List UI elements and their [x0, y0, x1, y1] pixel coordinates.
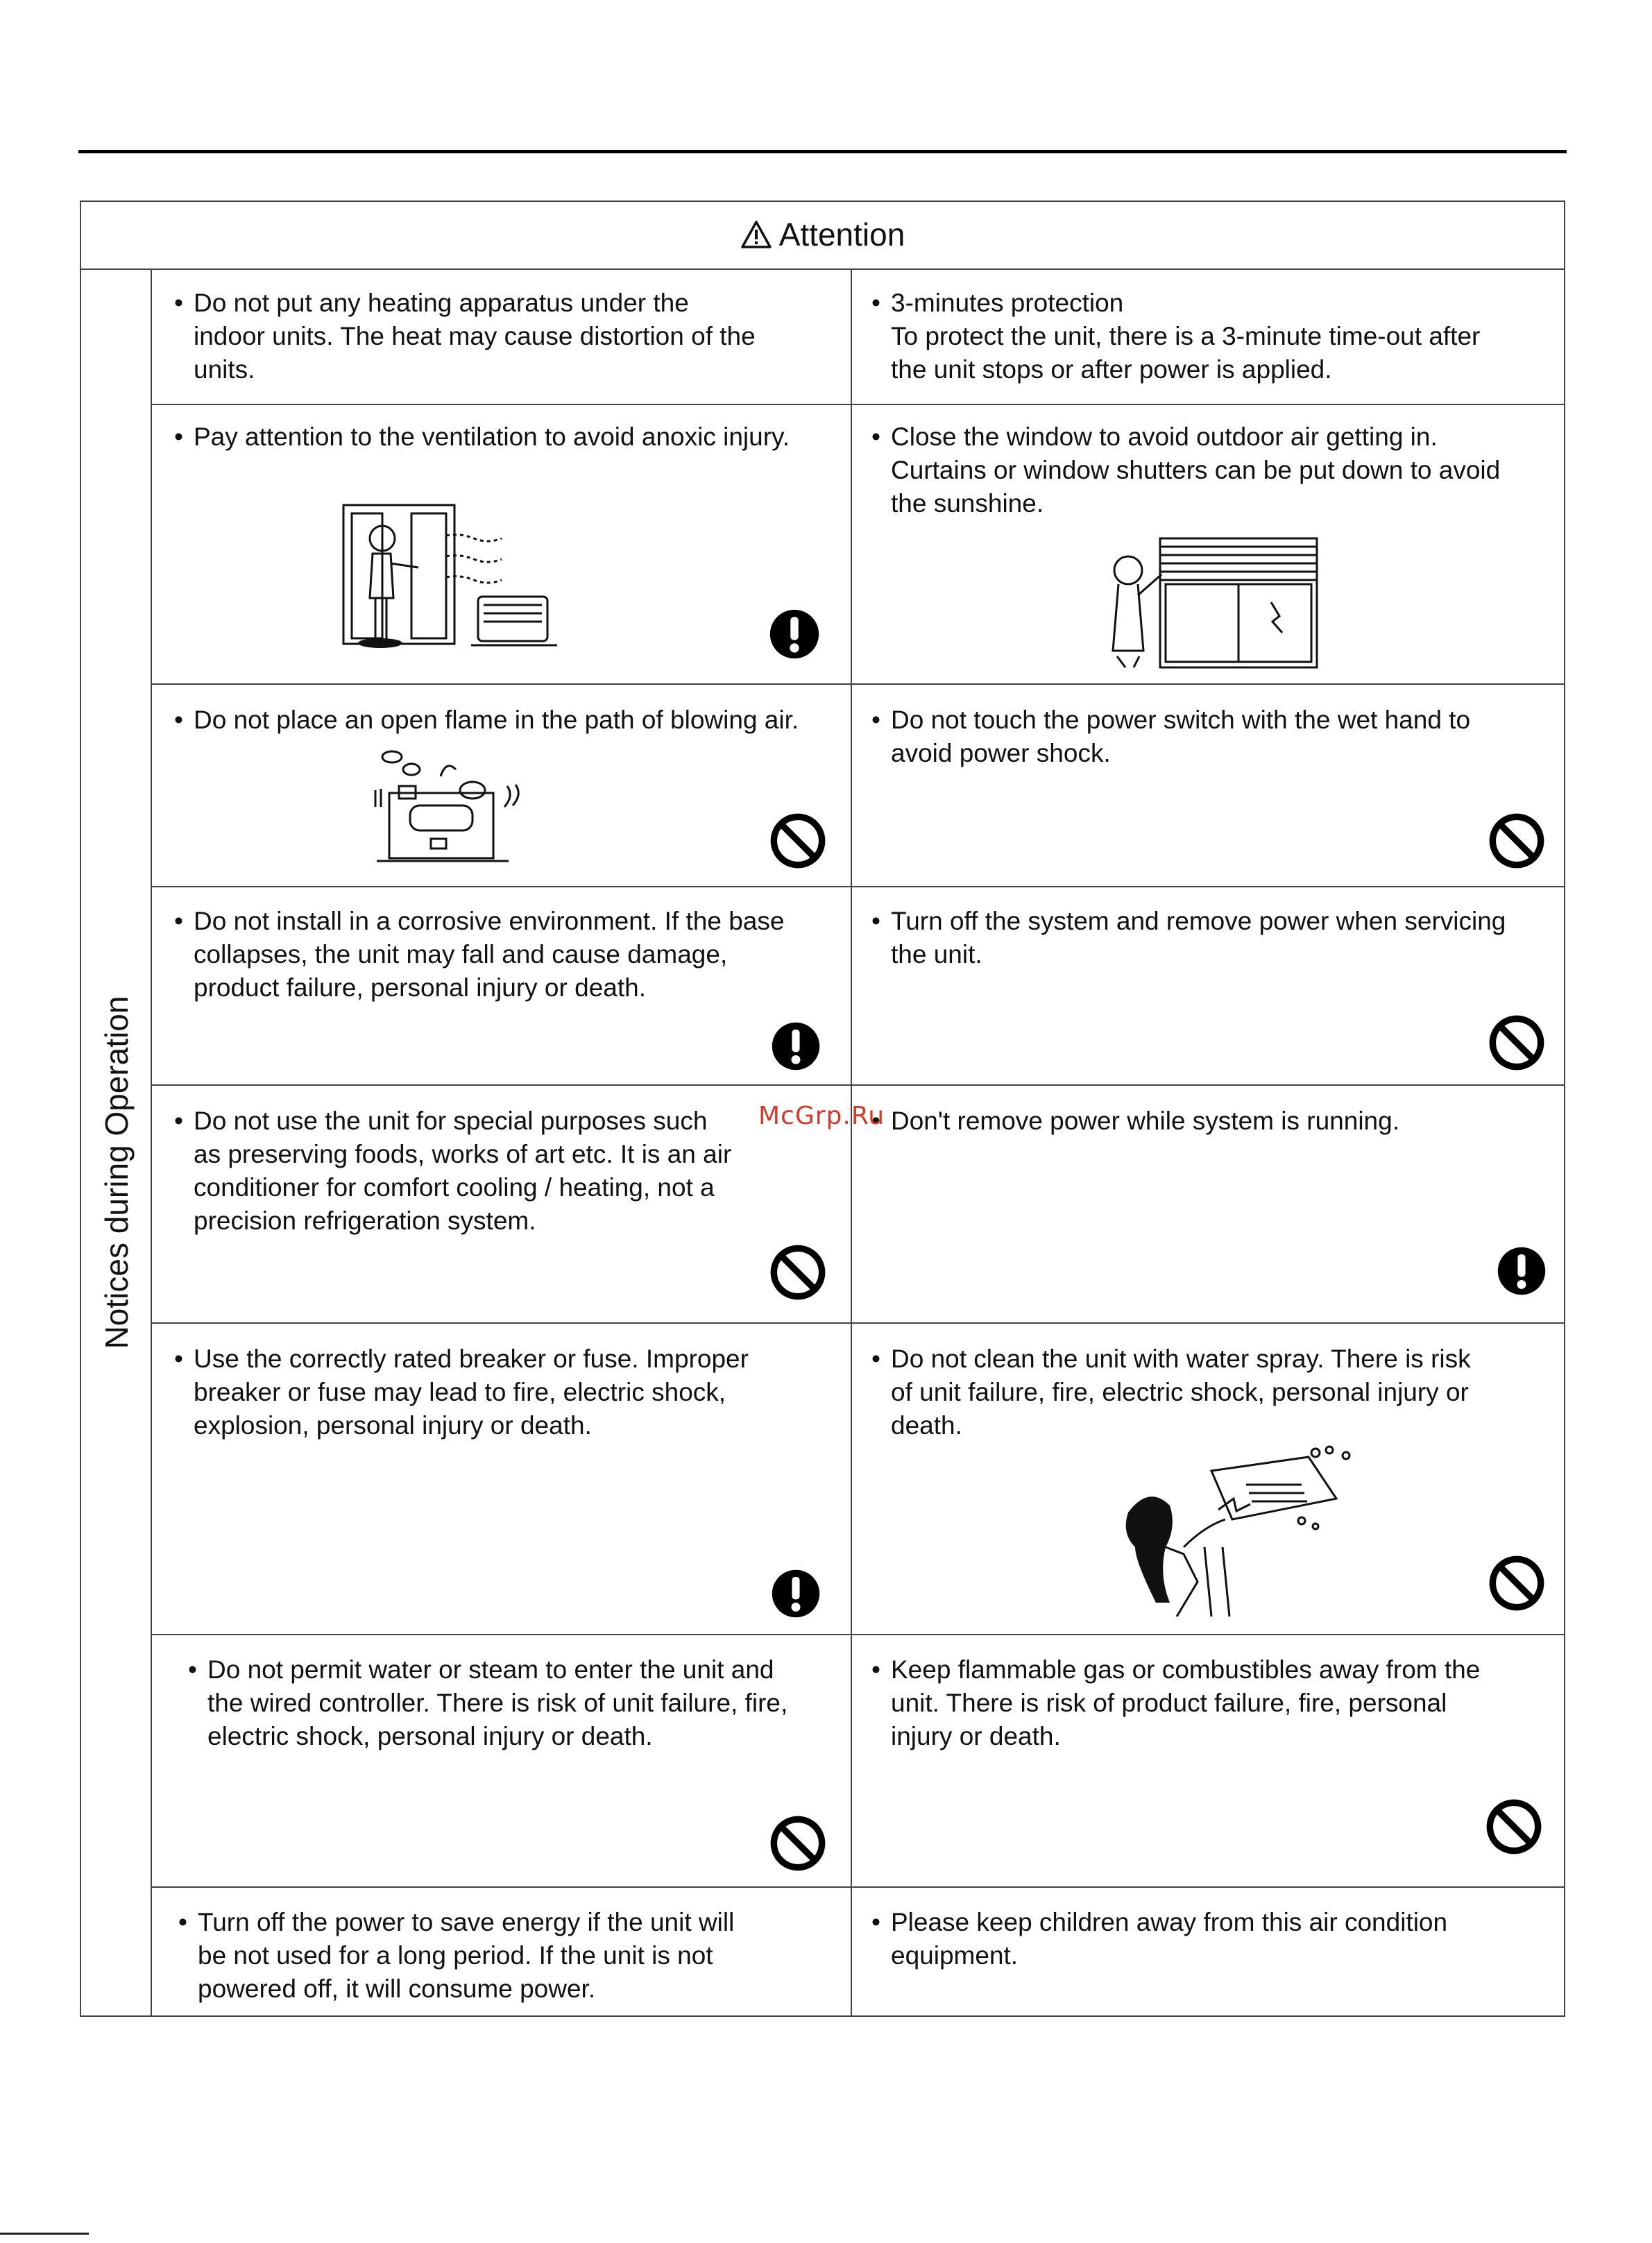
water-spray-illustration	[1100, 1443, 1364, 1623]
heater-flame-illustration	[368, 749, 549, 873]
notice-cell	[152, 887, 851, 1084]
notice-cell	[152, 685, 851, 886]
prohibited-icon	[1485, 1798, 1543, 1856]
notice-cell	[152, 1086, 851, 1322]
notice-text: • Please keep children away from this air condition equipment.	[858, 1906, 1447, 1972]
table-header	[80, 201, 1565, 270]
notice-text: • Close the window to avoid outdoor air getting in. Curtains or window shutters can be put down to avoid the sunshine.	[858, 420, 1500, 520]
mandatory-icon	[1496, 1245, 1547, 1297]
prohibited-icon	[1488, 812, 1546, 870]
prohibited-icon	[769, 1814, 827, 1873]
notice-cell	[152, 1888, 851, 2017]
notice-text: • Do not use the unit for special purposes such as preserving foods, works of art etc. It is an air conditioner for comfort cooling / heating, not a precision refrigeration system.	[160, 1105, 731, 1238]
notice-cell	[852, 270, 1565, 404]
notice-text: • Do not touch the power switch with the wet hand to avoid power shock.	[858, 703, 1470, 770]
notice-cell	[852, 1086, 1565, 1322]
prohibited-icon	[1488, 1554, 1546, 1612]
notice-text: • Turn off the system and remove power when servicing the unit.	[858, 905, 1506, 971]
notice-cell	[852, 887, 1565, 1084]
top-rule	[78, 150, 1567, 153]
notice-text: • Do not install in a corrosive environment. If the base collapses, the unit may fall and cause damage, product failure, personal injury or death.	[160, 905, 784, 1005]
mandatory-icon	[768, 608, 821, 660]
warning-triangle-icon	[740, 220, 772, 249]
mandatory-icon	[770, 1568, 821, 1619]
notice-cell	[152, 1324, 851, 1634]
notice-text: • Turn off the power to save energy if the unit will be not used for a long period. If the unit is not powered off, it will consume power.	[164, 1906, 734, 2006]
notice-cell	[852, 685, 1565, 886]
prohibited-icon	[1488, 1014, 1546, 1072]
window-shutter-illustration	[1098, 533, 1334, 672]
ventilation-illustration	[342, 501, 578, 667]
notice-cell	[152, 405, 851, 683]
footer-rule	[0, 2233, 89, 2235]
watermark: McGrp.Ru	[758, 1102, 885, 1130]
notice-text: • Do not permit water or steam to enter the unit and the wired controller. There is risk of unit failure, fire, electric shock, personal injury or death.	[174, 1653, 787, 1753]
notice-text: • 3-minutes protection To protect the unit, there is a 3-minute time-out after the unit stops or after power is applied.	[858, 287, 1480, 386]
mandatory-icon	[770, 1021, 821, 1072]
prohibited-icon	[769, 1243, 827, 1302]
notice-text: • Pay attention to the ventilation to avoid anoxic injury.	[160, 420, 790, 454]
notice-text: • Do not place an open flame in the path of blowing air.	[160, 703, 799, 737]
notice-cell	[852, 1888, 1565, 2017]
notice-cell	[852, 1324, 1565, 1634]
notice-text: • Keep flammable gas or combustibles away from the unit. There is risk of product failure, fire, personal injury or death.	[858, 1653, 1480, 1753]
notice-cell	[852, 1635, 1565, 1886]
notice-cell	[152, 270, 851, 404]
notice-text: • Do not put any heating apparatus under the indoor units. The heat may cause distortion of the units.	[160, 287, 756, 386]
notice-text: • Don't remove power while system is running.	[858, 1105, 1399, 1138]
prohibited-icon	[769, 812, 827, 870]
notice-cell	[852, 405, 1565, 683]
notice-text: • Use the correctly rated breaker or fuse. Improper breaker or fuse may lead to fire, electric shock, explosion, personal injury or death.	[160, 1342, 749, 1442]
side-label: Notices during Operation	[99, 996, 135, 1349]
notice-cell	[152, 1635, 851, 1886]
header-title: Attention	[778, 216, 905, 253]
notice-text: • Do not clean the unit with water spray. There is risk of unit failure, fire, electric shock, personal injury or death.	[858, 1342, 1471, 1442]
